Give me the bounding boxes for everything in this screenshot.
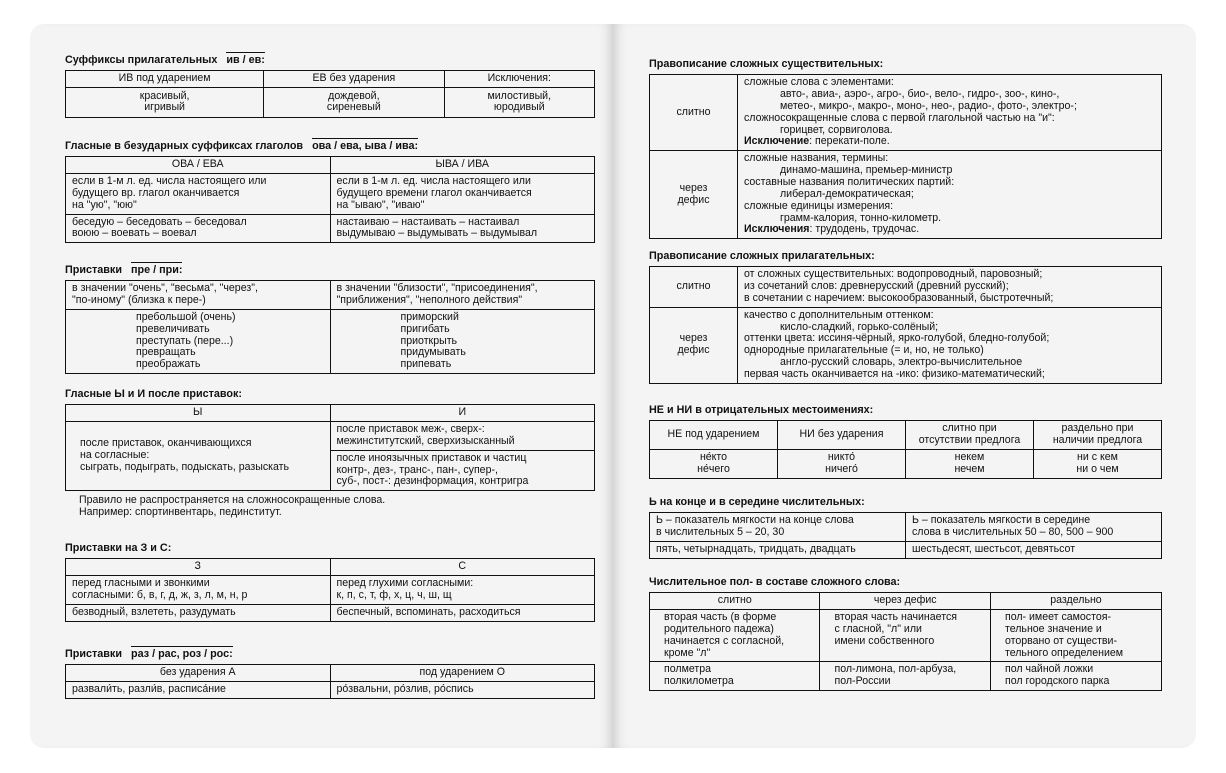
section-title: Правописание сложных прилагательных: (649, 250, 875, 262)
table-cell (738, 75, 1162, 151)
rules-table (65, 280, 595, 374)
rule-line: грамм-калория, тонно-километр. (780, 211, 942, 224)
section-verb-suffixes (65, 140, 595, 243)
table-cell: перед гласными и звонкими согласными: б, в, г, д, ж, з, л, м, н, р (66, 575, 331, 604)
section-raz-roz (65, 648, 595, 699)
section-pol-numeral (649, 576, 1162, 691)
table-cell: беспечный, вспоминать, расходиться (330, 604, 595, 621)
table-cell (738, 307, 1162, 383)
table-cell: ни с кем ни о чем (1034, 449, 1162, 478)
table-cell: после иноязычных приставок и частиц контр-, дез-, транс-, пан-, супер-, суб-, пост-: дезинформация, контригра (330, 450, 595, 491)
rule-line: авто-, авиа-, аэро-, агро-, био-, вело-, гидро-, зоо-, кино-, (780, 87, 1060, 100)
table-header: через дефис (820, 593, 990, 610)
table-header: ЫВА / ИВА (330, 157, 595, 174)
table-cell: через дефис (650, 307, 738, 383)
rules-table (649, 512, 1162, 559)
section-title: Приставки на З и С: (65, 542, 172, 554)
table-cell (738, 151, 1162, 239)
rule-line: сложные названия, термины: (744, 152, 889, 165)
table-header: С (330, 559, 595, 576)
table-cell: милостивый, юродивый (444, 87, 594, 117)
table-cell: беседую – беседовать – беседовал воюю – воевать – воевал (66, 214, 331, 243)
table-cell: вторая часть начинается с гласной, "л" или имени собственного (820, 609, 990, 661)
rules-table (649, 420, 1162, 478)
rule-line: сложносокращенные слова с первой глагольной частью на "и": (744, 111, 1055, 124)
table-cell: пол- имеет самостоя- тельное значение и оторвано от существи- тельного определением (990, 609, 1161, 661)
section-title: Ь на конце и в середине числительных: (649, 496, 865, 508)
table-cell: никто́ ничего́ (778, 449, 906, 478)
rule-line: кисло-сладкий, горько-солёный; (780, 320, 939, 333)
table-header: З (66, 559, 331, 576)
table-cell: пол-лимона, пол-арбуза, пол-России (820, 662, 990, 691)
table-cell (738, 267, 1162, 308)
rules-table (65, 558, 595, 621)
table-cell: красивый, игривый (66, 87, 264, 117)
table-cell: через дефис (650, 151, 738, 239)
section-compound-adjectives (649, 250, 1162, 384)
rule-line: англо-русский словарь, электро-вычислительное (780, 356, 1023, 369)
table-cell: после приставок меж-, сверх-: межинститутский, сверхизысканный (330, 421, 595, 450)
rule-line: горицвет, сорвиголова. (780, 123, 893, 136)
section-pre-pri (65, 264, 595, 374)
section-ne-ni-pronouns (649, 404, 1162, 479)
table-header: НИ без ударения (778, 421, 906, 450)
rule-line: динамо-машина, премьер-министр (780, 164, 953, 177)
table-header: ИВ под ударением (66, 71, 264, 88)
table-cell: развали́ть, разли́в, расписа́ние (66, 681, 331, 698)
exception-line: Исключение: перекати-поле. (744, 135, 890, 148)
rules-table (649, 74, 1162, 239)
table-cell: слитно (650, 267, 738, 308)
table-cell: пол чайной ложки пол городского парка (990, 662, 1161, 691)
section-title: Суффиксы прилагательных ив / ев: (65, 54, 265, 66)
table-header: раздельно при наличии предлога (1034, 421, 1162, 450)
section-title: Приставки раз / рас, роз / рос: (65, 648, 233, 660)
section-title: Числительное пол- в составе сложного слова: (649, 576, 901, 588)
table-header: И (330, 405, 595, 422)
section-title: Гласные в безударных суффиксах глаголов ова / ева, ыва / ива: (65, 140, 419, 152)
table-cell: в значении "очень", "весьма", "через", "по-иному" (близка к пере-) (66, 281, 331, 310)
rules-table (65, 404, 595, 491)
table-cell: пребольшой (очень) превеличивать преступать (пере...) превращать преображать (66, 309, 331, 373)
table-cell: слитно (650, 75, 738, 151)
table-cell: полметра полкилометра (650, 662, 820, 691)
table-cell: настаиваю – настаивать – настаивал выдумываю – выдумывать – выдумывал (330, 214, 595, 243)
rule-line: из сочетаний слов: древнерусский (древний русский); (744, 279, 1009, 292)
table-cell: Ь – показатель мягкости на конце слова в числительных 5 – 20, 30 (650, 513, 906, 542)
table-header: ОВА / ЕВА (66, 157, 331, 174)
rules-table (649, 266, 1162, 384)
table-cell: некем нечем (906, 449, 1034, 478)
right-page (613, 24, 1196, 748)
table-header: НЕ под ударением (650, 421, 778, 450)
table-header: раздельно (990, 593, 1161, 610)
rule-line: от сложных существительных: водопроводный, паровозный; (744, 268, 1043, 281)
table-cell: ро́звальни, ро́злив, ро́спись (330, 681, 595, 698)
rule-line: первая часть оканчивается на -ико: физико-математический; (744, 367, 1045, 380)
table-cell: Ь – показатель мягкости в середине слова в числительных 50 – 80, 500 – 900 (906, 513, 1162, 542)
table-cell: пять, четырнадцать, тридцать, двадцать (650, 541, 906, 558)
table-header: под ударением О (330, 665, 595, 682)
section-title: Правописание сложных существительных: (649, 58, 884, 70)
rules-table (65, 664, 595, 699)
section-adjective-suffixes (65, 54, 595, 118)
rules-table (65, 156, 595, 243)
rule-note: Правило не распространяется на сложносокращенные слова. Например: спортинвентарь, пединститут. (79, 494, 386, 519)
rule-line: сложные слова с элементами: (744, 76, 894, 89)
rules-table (65, 70, 595, 118)
table-cell: если в 1-м л. ед. числа настоящего или будущего времени глагол оканчивается на "ываю", "иваю" (330, 173, 595, 214)
rule-line: в сочетании с наречием: высокообразованный, быстротечный; (744, 291, 1054, 304)
table-cell: приморский пригибать приоткрыть придумывать припевать (330, 309, 595, 373)
rule-line: либерал-демократическая; (780, 187, 914, 200)
exception-line: Исключения: трудодень, трудочас. (744, 223, 920, 236)
rule-line: метео-, микро-, макро-, моно-, нео-, радио-, фото-, электро-; (780, 99, 1077, 112)
table-header: ЕВ без ударения (264, 71, 444, 88)
table-header: Исключения: (444, 71, 594, 88)
table-cell: безводный, взлететь, разудумать (66, 604, 331, 621)
rule-line: сложные единицы измерения: (744, 199, 894, 212)
table-cell: дождевой, сиреневый (264, 87, 444, 117)
table-header: Ы (66, 405, 331, 422)
rule-line: оттенки цвета: иссиня-чёрный, ярко-голубой, бледно-голубой; (744, 332, 1050, 345)
section-compound-nouns (649, 58, 1162, 239)
section-y-i-after-prefixes (65, 388, 595, 519)
section-title: Приставки пре / при: (65, 264, 183, 276)
table-cell: в значении "близости", "присоединения", "приближения", "неполного действия" (330, 281, 595, 310)
table-cell: после приставок, оканчивающихся на согласные: сыграть, подыграть, подыскать, разыскать (66, 421, 331, 490)
table-header: слитно при отсутствии предлога (906, 421, 1034, 450)
table-cell: перед глухими согласными: к, п, с, т, ф, х, ц, ч, ш, щ (330, 575, 595, 604)
section-soft-sign-numerals (649, 496, 1162, 559)
table-header: слитно (650, 593, 820, 610)
rule-line: качество с дополнительным оттенком: (744, 308, 934, 321)
section-title: НЕ и НИ в отрицательных местоимениях: (649, 404, 874, 416)
section-z-s-prefixes (65, 542, 595, 622)
section-title: Гласные Ы и И после приставок: (65, 388, 243, 400)
table-header: без ударения А (66, 665, 331, 682)
table-cell: вторая часть (в форме родительного падежа) начинается с согласной, кроме "л" (650, 609, 820, 661)
table-cell: шестьдесят, шестьсот, девятьсот (906, 541, 1162, 558)
rule-line: составные названия политических партий: (744, 175, 955, 188)
rules-table (649, 592, 1162, 691)
rule-line: однородные прилагательные (= и, но, не только) (744, 344, 984, 357)
left-page (30, 24, 613, 748)
table-cell: если в 1-м л. ед. числа настоящего или будущего вр. глагол оканчивается на "ую", "юю" (66, 173, 331, 214)
table-cell: не́кто не́чего (650, 449, 778, 478)
